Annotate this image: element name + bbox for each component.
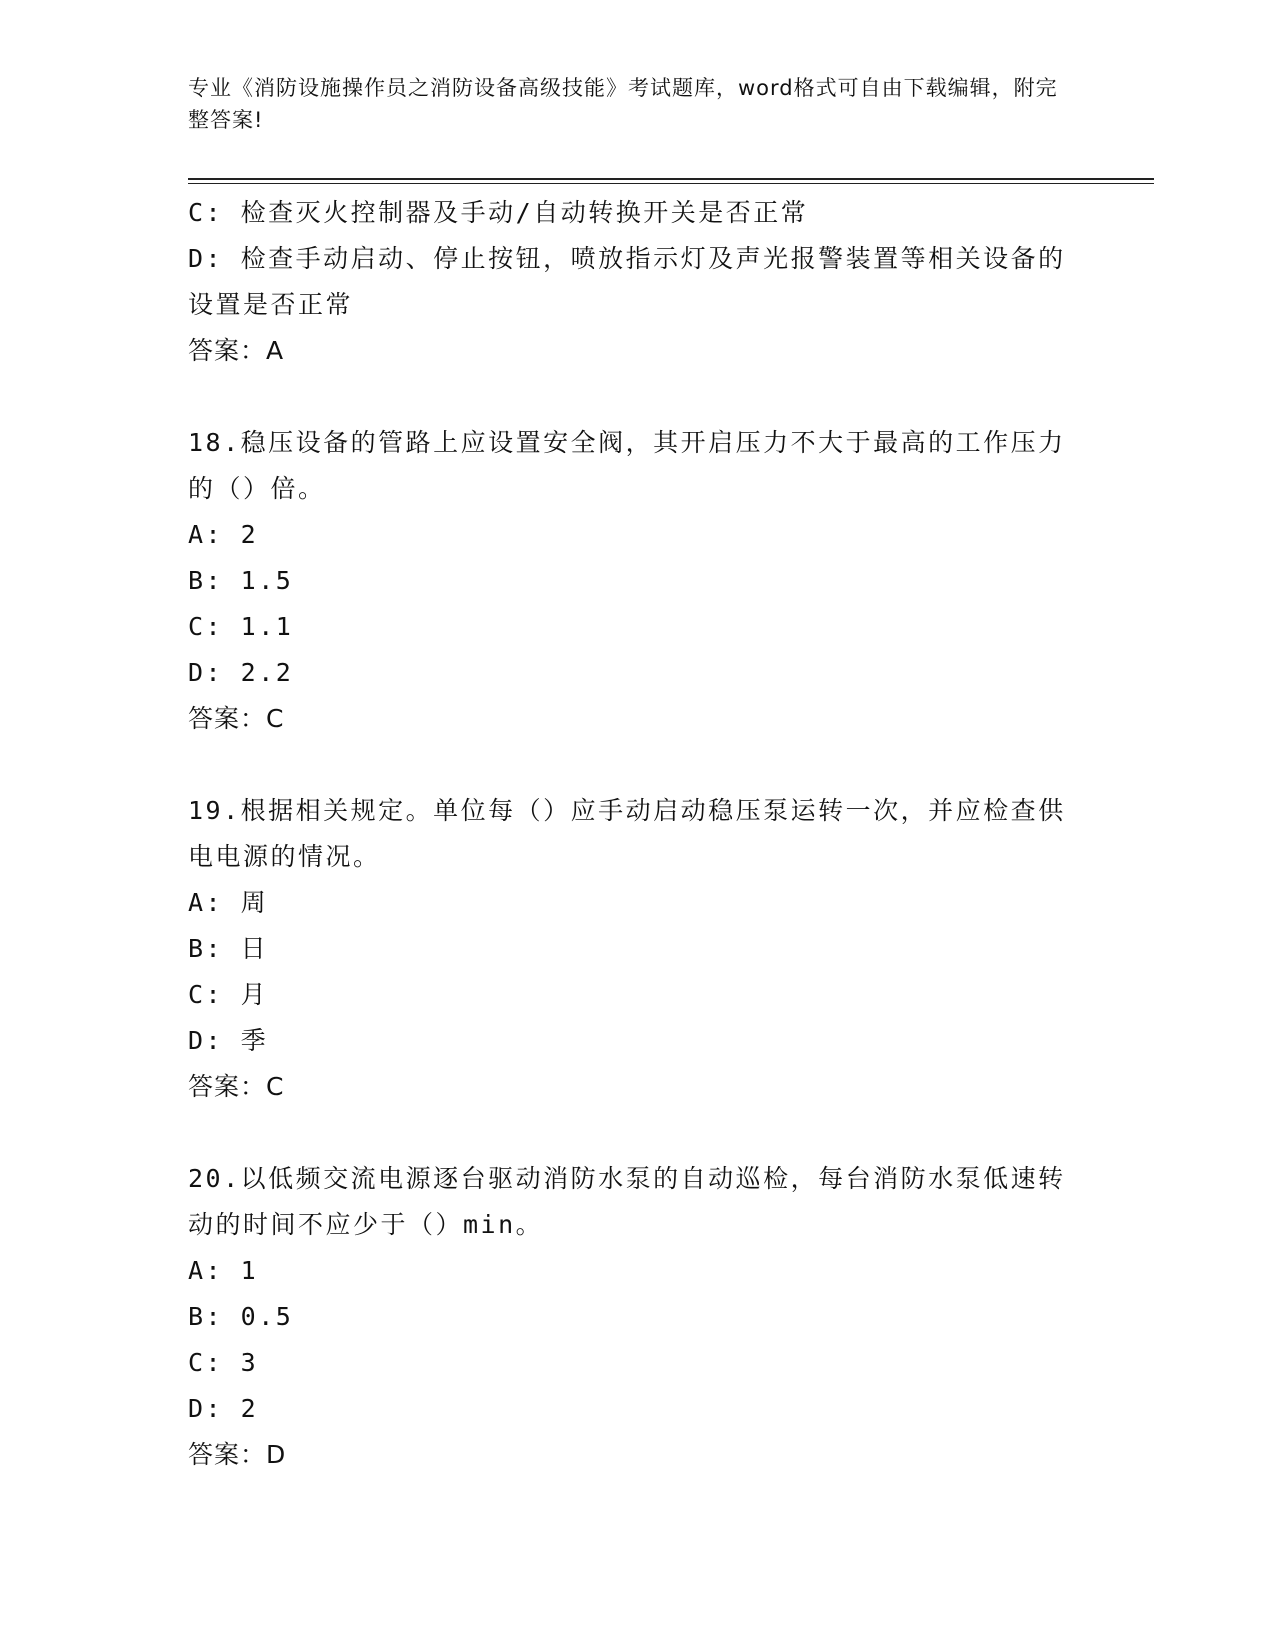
- option-label: A:: [188, 520, 224, 549]
- option-text: 0.5: [240, 1302, 294, 1331]
- header-intro-text: 专业《消防设施操作员之消防设备高级技能》考试题库，word格式可自由下载编辑，附完整答案!: [188, 76, 1058, 132]
- option-text: 2: [240, 520, 259, 549]
- header-divider-thick: [188, 178, 1154, 180]
- continued-question: [188, 190, 1068, 374]
- answer-line: [188, 1432, 1068, 1478]
- option-label: D:: [188, 1026, 224, 1055]
- option-text: 季: [240, 1026, 269, 1055]
- option-d: [188, 236, 1068, 328]
- question-stem: [188, 1156, 1068, 1248]
- option-c: [188, 604, 1068, 650]
- option-text: 1: [240, 1256, 259, 1285]
- option-text: 3: [240, 1348, 259, 1377]
- option-a: [188, 1248, 1068, 1294]
- option-text: 日: [240, 934, 269, 963]
- option-label: C:: [188, 612, 224, 641]
- answer-value: A: [266, 336, 285, 365]
- question-text: 以低频交流电源逐台驱动消防水泵的自动巡检，每台消防水泵低速转动的时间不应少于（）min。: [188, 1164, 1066, 1239]
- option-text: 2.2: [240, 658, 294, 687]
- answer-label: 答案：: [188, 1072, 267, 1101]
- option-a: [188, 512, 1068, 558]
- option-text: 检查灭火控制器及手动/自动转换开关是否正常: [240, 198, 809, 227]
- question-number: 18.: [188, 428, 241, 457]
- option-c: [188, 190, 1068, 236]
- question-18: [188, 420, 1068, 742]
- option-label: D:: [188, 658, 224, 687]
- option-label: A:: [188, 1256, 224, 1285]
- option-text: 1.1: [240, 612, 294, 641]
- option-b: [188, 1294, 1068, 1340]
- option-label: B:: [188, 566, 224, 595]
- option-text: 检查手动启动、停止按钮，喷放指示灯及声光报警装置等相关设备的设置是否正常: [188, 244, 1066, 319]
- question-19: [188, 788, 1068, 1110]
- option-c: [188, 972, 1068, 1018]
- question-number: 19.: [188, 796, 241, 825]
- question-list: [188, 190, 1068, 1478]
- option-b: [188, 558, 1068, 604]
- option-label: D:: [188, 1394, 224, 1423]
- answer-line: [188, 328, 1068, 374]
- question-stem: [188, 420, 1068, 512]
- option-d: [188, 1386, 1068, 1432]
- question-number: 20.: [188, 1164, 241, 1193]
- answer-label: 答案：: [188, 336, 267, 365]
- option-label: A:: [188, 888, 224, 917]
- question-text: 稳压设备的管路上应设置安全阀，其开启压力不大于最高的工作压力的（）倍。: [188, 428, 1066, 503]
- option-label: C:: [188, 1348, 224, 1377]
- option-label: B:: [188, 934, 224, 963]
- option-text: 2: [240, 1394, 259, 1423]
- answer-label: 答案：: [188, 704, 267, 733]
- option-label: C:: [188, 198, 224, 227]
- document-header: [188, 72, 1068, 136]
- option-d: [188, 650, 1068, 696]
- header-divider-thin: [188, 183, 1154, 184]
- question-stem: [188, 788, 1068, 880]
- option-label: D:: [188, 244, 224, 273]
- option-text: 月: [240, 980, 269, 1009]
- answer-value: C: [266, 704, 285, 733]
- option-label: B:: [188, 1302, 224, 1331]
- option-text: 周: [240, 888, 269, 917]
- question-20: [188, 1156, 1068, 1478]
- answer-line: [188, 1064, 1068, 1110]
- option-b: [188, 926, 1068, 972]
- option-text: 1.5: [240, 566, 294, 595]
- answer-value: C: [266, 1072, 285, 1101]
- answer-label: 答案：: [188, 1440, 267, 1469]
- option-d: [188, 1018, 1068, 1064]
- option-a: [188, 880, 1068, 926]
- answer-value: D: [266, 1440, 287, 1469]
- option-c: [188, 1340, 1068, 1386]
- question-text: 根据相关规定。单位每（）应手动启动稳压泵运转一次，并应检查供电电源的情况。: [188, 796, 1066, 871]
- answer-line: [188, 696, 1068, 742]
- option-label: C:: [188, 980, 224, 1009]
